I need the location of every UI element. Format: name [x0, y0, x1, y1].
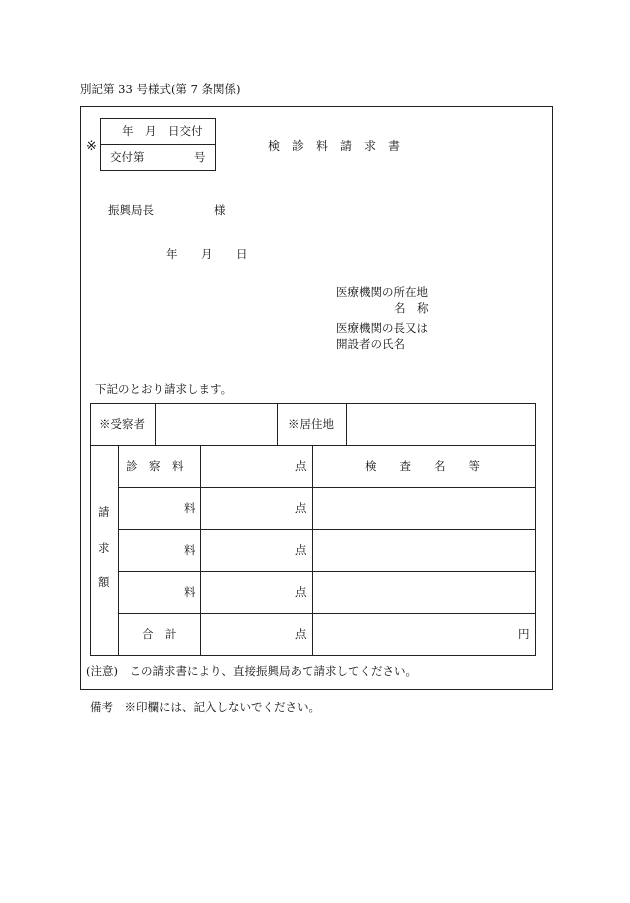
recipient-label: ※受察者 — [99, 417, 145, 431]
table-line-recipient — [90, 445, 536, 446]
side-label-char-3: 額 — [98, 575, 110, 589]
remark-text: 備考 ※印欄には、記入しないでください。 — [90, 700, 320, 714]
issue-date-line: 年 月 日交付 — [122, 124, 203, 138]
title-char-6: 書 — [388, 139, 401, 153]
institution-address-label: 医療機関の所在地 — [336, 285, 428, 299]
addressee-honorific: 様 — [214, 203, 226, 217]
date-year: 年 — [166, 247, 178, 261]
addressee-name: 振興局長 — [108, 203, 154, 217]
table-line-row3 — [118, 571, 536, 572]
table-line-row2 — [118, 529, 536, 530]
exam-header: 検 査 名 等 — [365, 459, 480, 473]
institution-head-label-2: 開設者の氏名 — [336, 337, 405, 351]
title-char-2: 診 — [292, 139, 305, 153]
institution-head-label-1: 医療機関の長又は — [336, 321, 428, 335]
table-vline-points — [312, 445, 313, 656]
title-char-5: 求 — [364, 139, 377, 153]
date-day: 日 — [236, 247, 248, 261]
table-vline-item — [200, 445, 201, 656]
note-text: (注意) この請求書により、直接振興局あて請求してください。 — [86, 664, 417, 678]
title-char-4: 請 — [340, 139, 353, 153]
table-vline-recipient — [155, 403, 156, 445]
intro-text: 下記のとおり請求します。 — [95, 382, 233, 396]
form-reference: 別記第 33 号様式(第 7 条関係) — [80, 82, 241, 96]
row-2-item: 料 — [184, 501, 196, 515]
row-1-unit: 点 — [295, 459, 307, 473]
issue-mark: ※ — [86, 139, 97, 154]
title-char-3: 料 — [316, 139, 329, 153]
table-line-row1 — [118, 487, 536, 488]
residence-label: ※居住地 — [288, 417, 334, 431]
side-label-char-1: 請 — [98, 505, 110, 519]
table-vline-residence-value — [346, 403, 347, 445]
issue-number-prefix: 交付第 — [110, 150, 145, 164]
total-unit: 点 — [295, 627, 307, 641]
total-label: 合 計 — [142, 627, 177, 641]
title-char-1: 検 — [268, 139, 281, 153]
table-vline-residence — [277, 403, 278, 445]
institution-name-label: 名 称 — [394, 301, 429, 315]
issue-number-suffix: 号 — [194, 150, 206, 164]
date-month: 月 — [201, 247, 213, 261]
issue-box-divider — [100, 144, 216, 145]
yen-unit: 円 — [518, 627, 530, 641]
row-4-item: 料 — [184, 585, 196, 599]
table-line-row4 — [118, 613, 536, 614]
row-3-unit: 点 — [295, 543, 307, 557]
row-3-item: 料 — [184, 543, 196, 557]
side-label-char-2: 求 — [98, 541, 110, 555]
table-vline-side — [118, 445, 119, 656]
row-4-unit: 点 — [295, 585, 307, 599]
row-1-item: 診 察 料 — [126, 459, 184, 473]
row-2-unit: 点 — [295, 501, 307, 515]
